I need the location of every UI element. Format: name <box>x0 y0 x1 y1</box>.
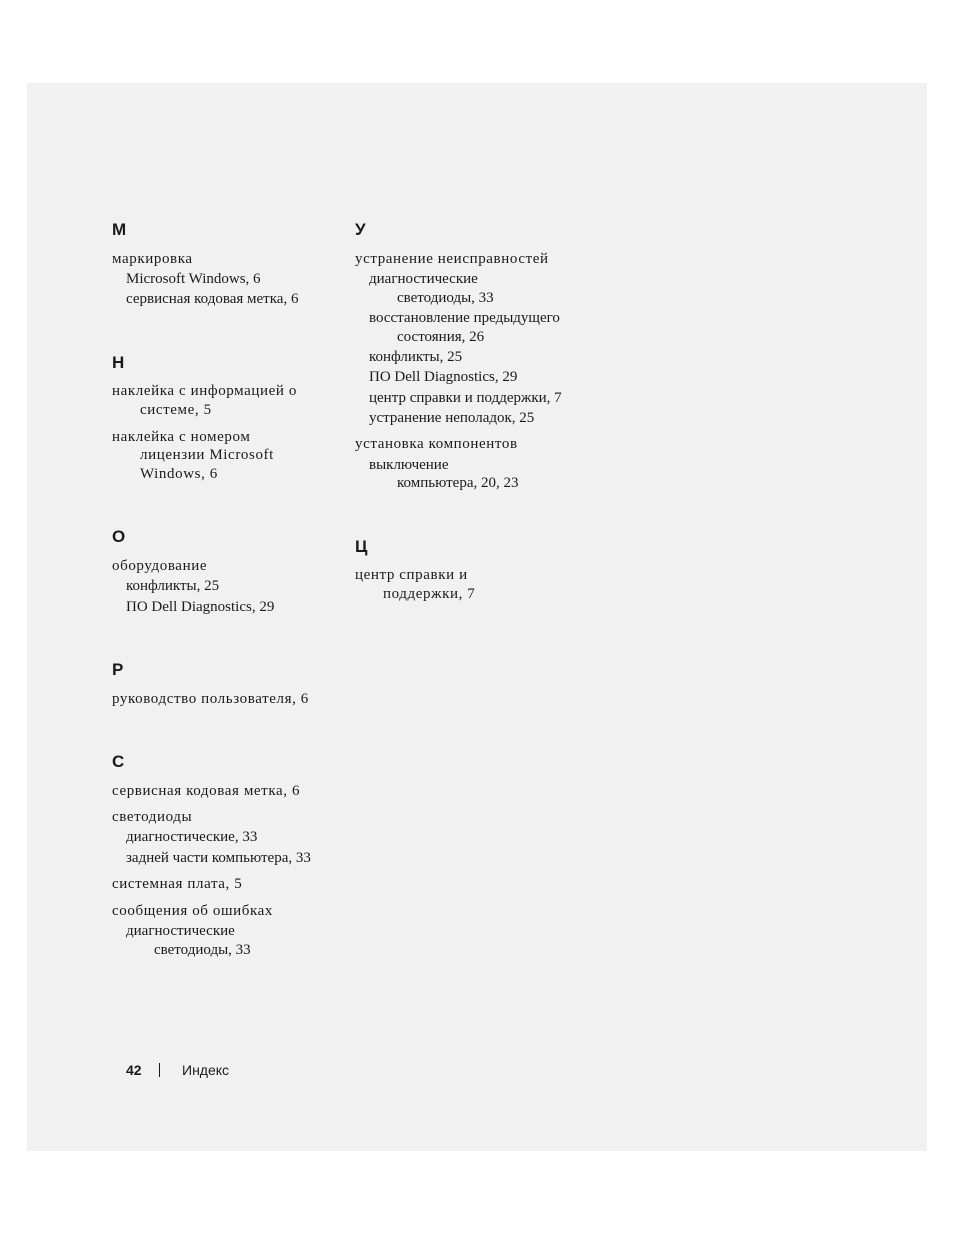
index-subentry: диагностические <box>369 271 478 287</box>
index-entry: устранение неисправностей <box>355 251 549 267</box>
index-entry-continuation: поддержки, 7 <box>383 586 476 602</box>
index-entry-continuation: лицензии Microsoft <box>140 447 274 463</box>
index-entry-continuation: Windows, 6 <box>140 466 218 482</box>
index-letter-heading: У <box>355 220 366 239</box>
index-subentry: диагностические <box>126 923 235 939</box>
index-entry: системная плата, 5 <box>112 876 243 892</box>
index-letter-heading: М <box>112 220 127 239</box>
index-subentry: сервисная кодовая метка, 6 <box>126 291 299 307</box>
index-letter-heading: Ц <box>355 537 368 556</box>
index-letter-heading: О <box>112 527 126 546</box>
index-subentry: конфликты, 25 <box>126 578 220 594</box>
index-entry: оборудование <box>112 558 208 574</box>
index-entry: светодиоды <box>112 809 193 825</box>
index-entry: руководство пользователя, 6 <box>112 691 309 707</box>
index-entry-continuation: системе, 5 <box>140 402 212 418</box>
index-subentry: ПО Dell Diagnostics, 29 <box>369 369 518 385</box>
index-letter-heading: С <box>112 752 125 771</box>
index-entry: наклейка с номером <box>112 429 251 445</box>
index-letter-heading: Р <box>112 660 124 679</box>
index-subentry: восстановление предыдущего <box>369 310 560 326</box>
index-subentry: выключение <box>369 457 449 473</box>
index-subentry-continuation: светодиоды, 33 <box>154 942 251 958</box>
index-subentry: диагностические, 33 <box>126 829 258 845</box>
footer-divider <box>159 1063 160 1077</box>
page-number: 42 <box>126 1062 142 1078</box>
index-subentry: задней части компьютера, 33 <box>126 850 311 866</box>
index-letter-heading: Н <box>112 353 125 372</box>
index-subentry: Microsoft Windows, 6 <box>126 271 261 287</box>
index-page <box>27 83 927 1151</box>
index-entry: маркировка <box>112 251 193 267</box>
index-subentry: конфликты, 25 <box>369 349 463 365</box>
index-subentry-continuation: светодиоды, 33 <box>397 290 494 306</box>
index-entry: центр справки и <box>355 567 468 583</box>
index-entry: сервисная кодовая метка, 6 <box>112 783 301 799</box>
index-subentry: устранение неполадок, 25 <box>369 410 535 426</box>
index-entry: наклейка с информацией о <box>112 383 298 399</box>
section-title: Индекс <box>182 1062 230 1078</box>
index-subentry-continuation: компьютера, 20, 23 <box>397 475 519 491</box>
index-entry: сообщения об ошибках <box>112 903 274 919</box>
index-subentry-continuation: состояния, 26 <box>397 329 485 345</box>
index-entry: установка компонентов <box>355 436 518 452</box>
index-subentry: ПО Dell Diagnostics, 29 <box>126 599 275 615</box>
index-subentry: центр справки и поддержки, 7 <box>369 390 562 406</box>
